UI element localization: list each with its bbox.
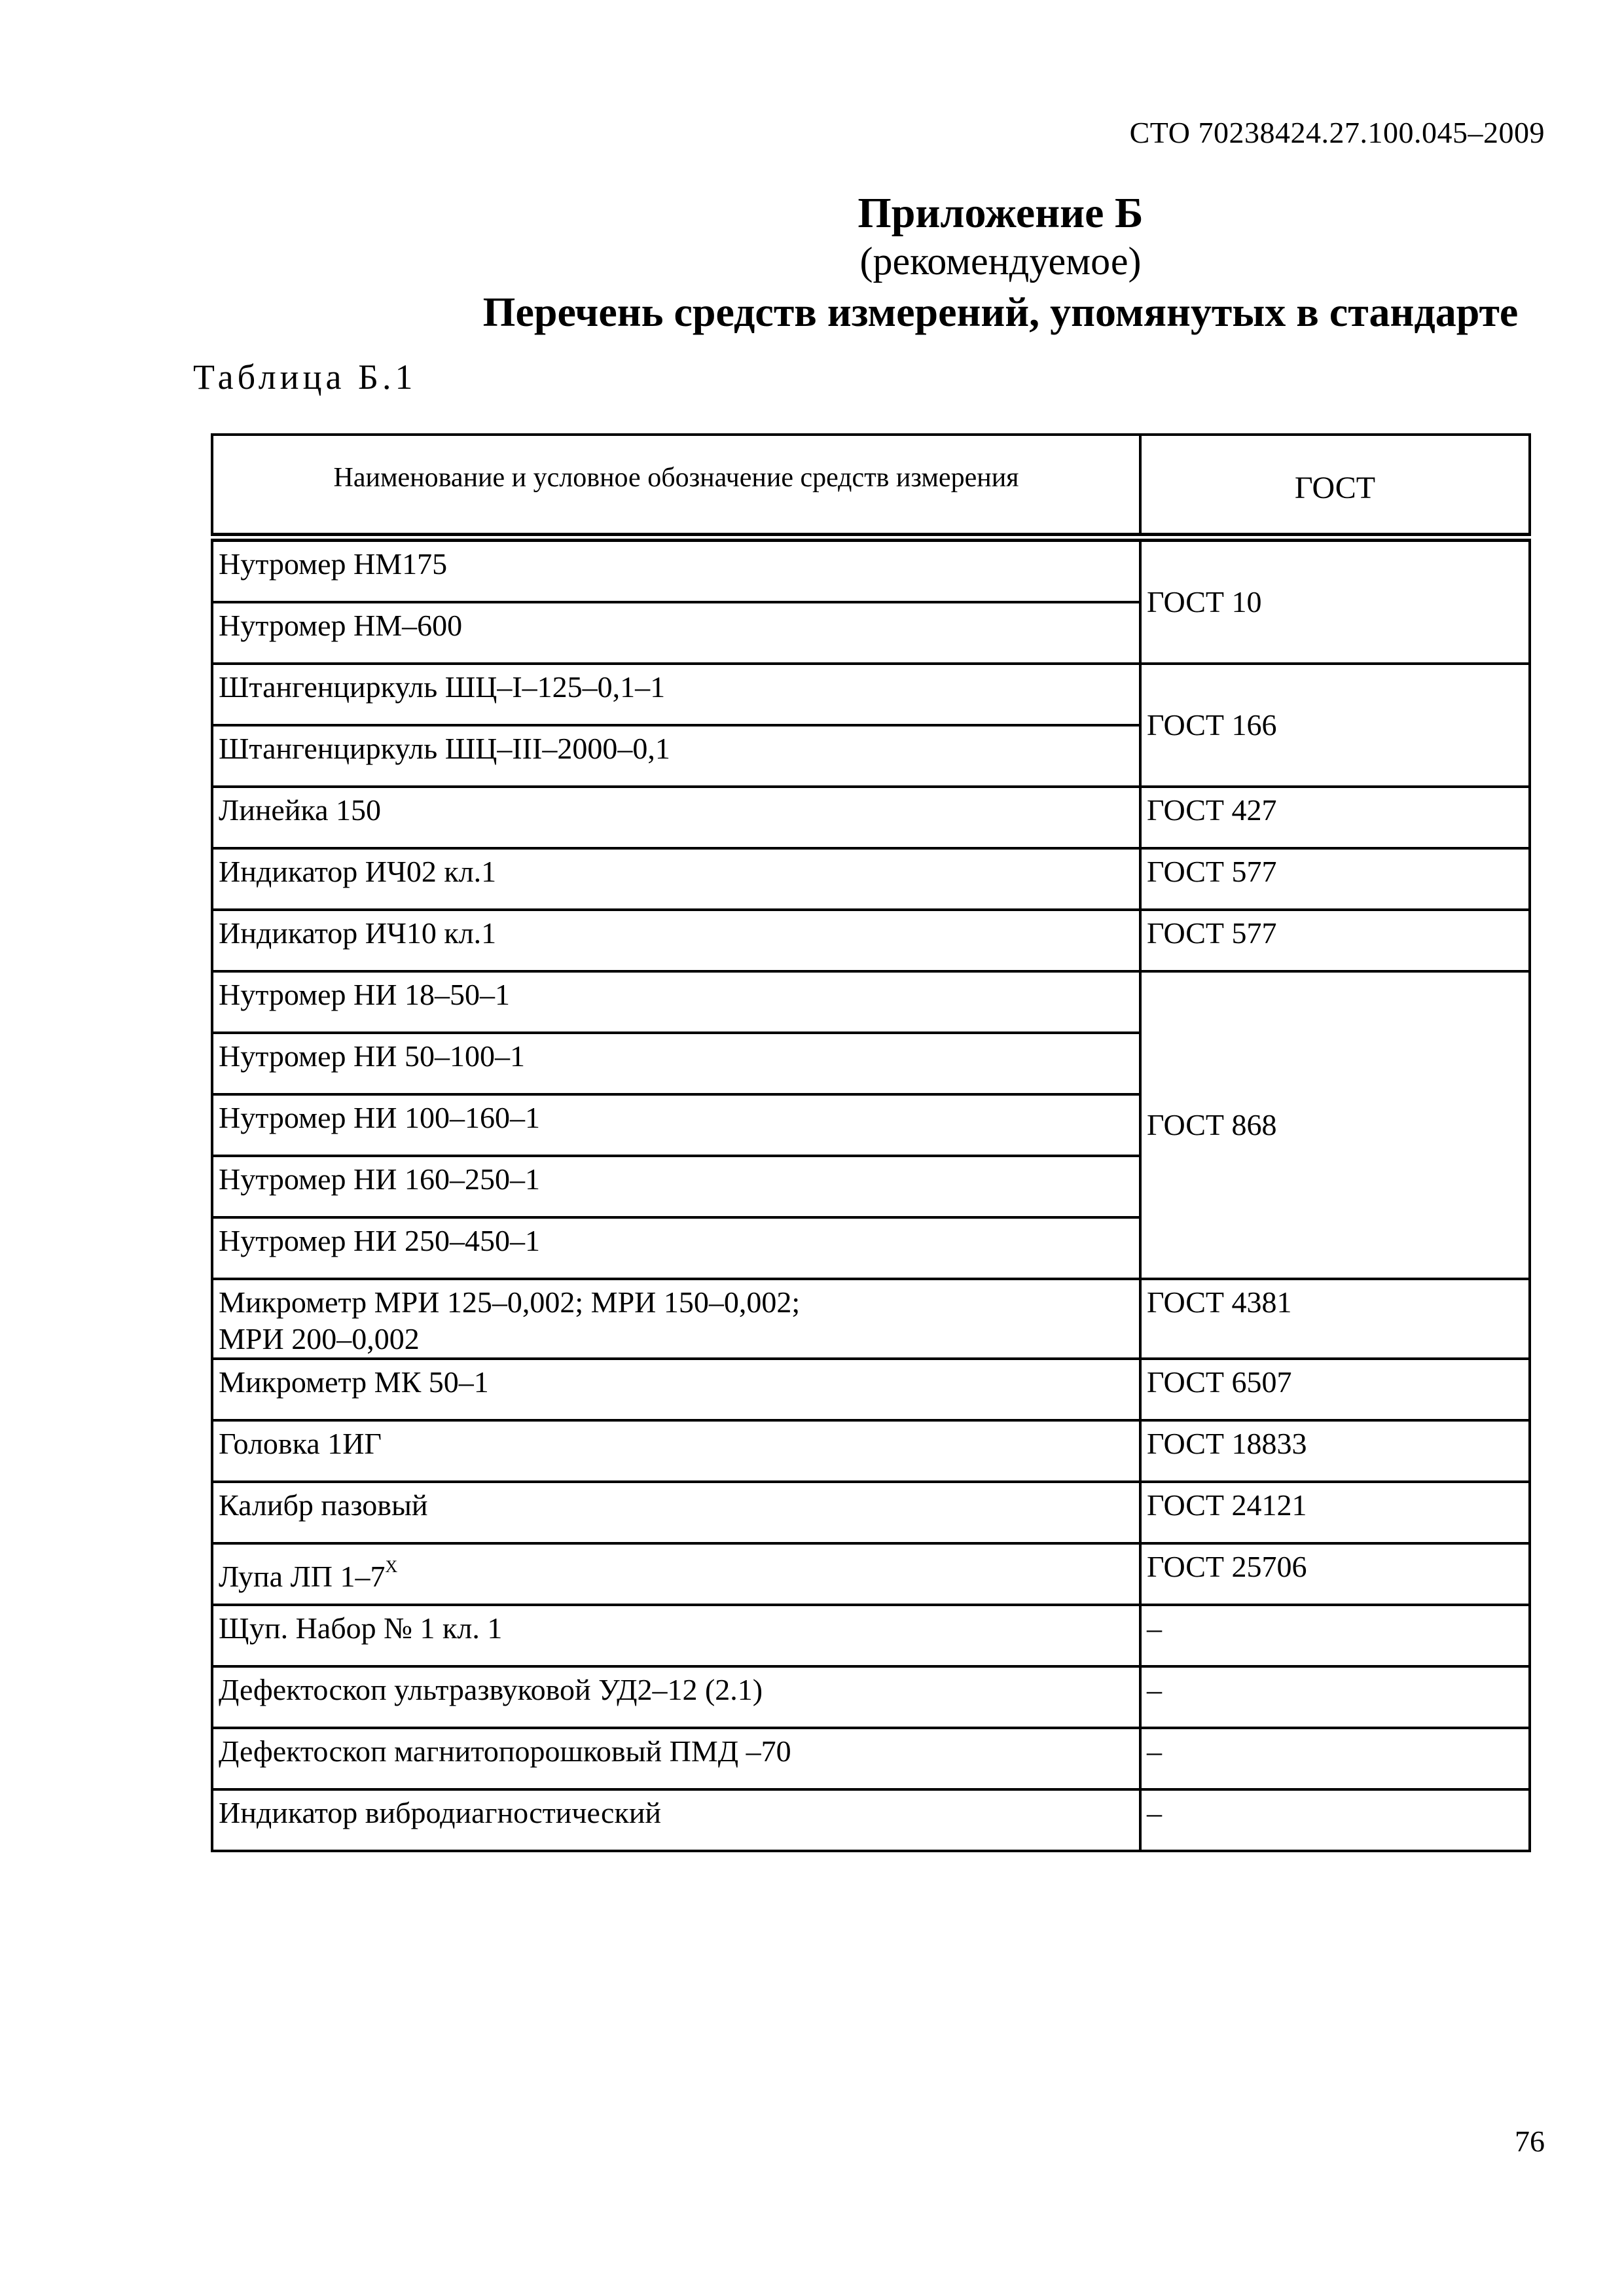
table-row <box>212 1543 1530 1605</box>
list-title: Перечень средств измерений, упомянутых в стандарте <box>482 289 1519 335</box>
instrument-name: Дефектоскоп магнитопорошковый ПМД –70 <box>212 1728 1140 1789</box>
appendix-subtitle: (рекомендуемое) <box>859 240 1142 283</box>
table-row <box>212 1666 1530 1728</box>
column-header-gost: ГОСТ <box>1140 435 1530 537</box>
gost-reference: – <box>1140 1605 1530 1666</box>
gost-reference: ГОСТ 6507 <box>1140 1359 1530 1420</box>
table-header-row <box>212 435 1530 537</box>
instrument-name: Микрометр МРИ 125–0,002; МРИ 150–0,002; МРИ 200–0,002 <box>212 1279 1140 1359</box>
gost-reference: ГОСТ 577 <box>1140 848 1530 910</box>
instrument-name: Нутромер НИ 160–250–1 <box>212 1156 1140 1217</box>
gost-reference: – <box>1140 1728 1530 1789</box>
gost-reference: – <box>1140 1666 1530 1728</box>
gost-reference: ГОСТ 25706 <box>1140 1543 1530 1605</box>
instrument-name <box>212 1543 1140 1605</box>
instrument-name: Нутромер НИ 18–50–1 <box>212 971 1140 1033</box>
superscript-mark: Х <box>385 1557 398 1576</box>
instrument-name: Головка 1ИГ <box>212 1420 1140 1482</box>
instrument-name: Микрометр МК 50–1 <box>212 1359 1140 1420</box>
table-row <box>212 1605 1530 1666</box>
gost-reference: ГОСТ 10 <box>1140 537 1530 664</box>
gost-reference: ГОСТ 24121 <box>1140 1482 1530 1543</box>
instrument-name: Линейка 150 <box>212 787 1140 848</box>
column-header-name: Наименование и условное обозначение средств измерения <box>212 435 1140 537</box>
table-row <box>212 1420 1530 1482</box>
page-number: 76 <box>1515 2125 1545 2158</box>
table-row <box>212 848 1530 910</box>
table-row <box>212 910 1530 971</box>
appendix-title: Приложение Б <box>857 189 1144 237</box>
table-caption: Таблица Б.1 <box>193 357 417 397</box>
instrument-name: Индикатор ИЧ10 кл.1 <box>212 910 1140 971</box>
instrument-name: Штангенциркуль ШЦ–I–125–0,1–1 <box>212 664 1140 725</box>
table-row <box>212 537 1530 602</box>
instrument-name: Нутромер НИ 50–100–1 <box>212 1033 1140 1094</box>
table-row <box>212 787 1530 848</box>
instrument-name: Штангенциркуль ШЦ–III–2000–0,1 <box>212 725 1140 787</box>
table-row <box>212 1279 1530 1359</box>
table-row <box>212 1359 1530 1420</box>
gost-reference: ГОСТ 4381 <box>1140 1279 1530 1359</box>
instrument-name: Нутромер НМ175 <box>212 537 1140 602</box>
document-code: СТО 70238424.27.100.045–2009 <box>1129 116 1545 149</box>
table-row <box>212 1789 1530 1851</box>
table-row <box>212 1728 1530 1789</box>
instrument-name: Индикатор ИЧ02 кл.1 <box>212 848 1140 910</box>
instrument-name: Дефектоскоп ультразвуковой УД2–12 (2.1) <box>212 1666 1140 1728</box>
table-row <box>212 664 1530 725</box>
measurement-instruments-table <box>211 433 1531 1852</box>
instrument-name: Нутромер НИ 250–450–1 <box>212 1217 1140 1279</box>
gost-reference: – <box>1140 1789 1530 1851</box>
instrument-name: Индикатор вибродиагностический <box>212 1789 1140 1851</box>
gost-reference: ГОСТ 166 <box>1140 664 1530 787</box>
gost-reference: ГОСТ 427 <box>1140 787 1530 848</box>
instrument-name: Нутромер НМ–600 <box>212 602 1140 664</box>
instrument-name: Калибр пазовый <box>212 1482 1140 1543</box>
gost-reference: ГОСТ 577 <box>1140 910 1530 971</box>
gost-reference: ГОСТ 18833 <box>1140 1420 1530 1482</box>
gost-reference: ГОСТ 868 <box>1140 971 1530 1279</box>
instrument-name: Нутромер НИ 100–160–1 <box>212 1094 1140 1156</box>
instrument-name: Щуп. Набор № 1 кл. 1 <box>212 1605 1140 1666</box>
table-row <box>212 971 1530 1033</box>
instrument-name-text: Лупа ЛП 1–7 <box>219 1560 386 1593</box>
table-row <box>212 1482 1530 1543</box>
